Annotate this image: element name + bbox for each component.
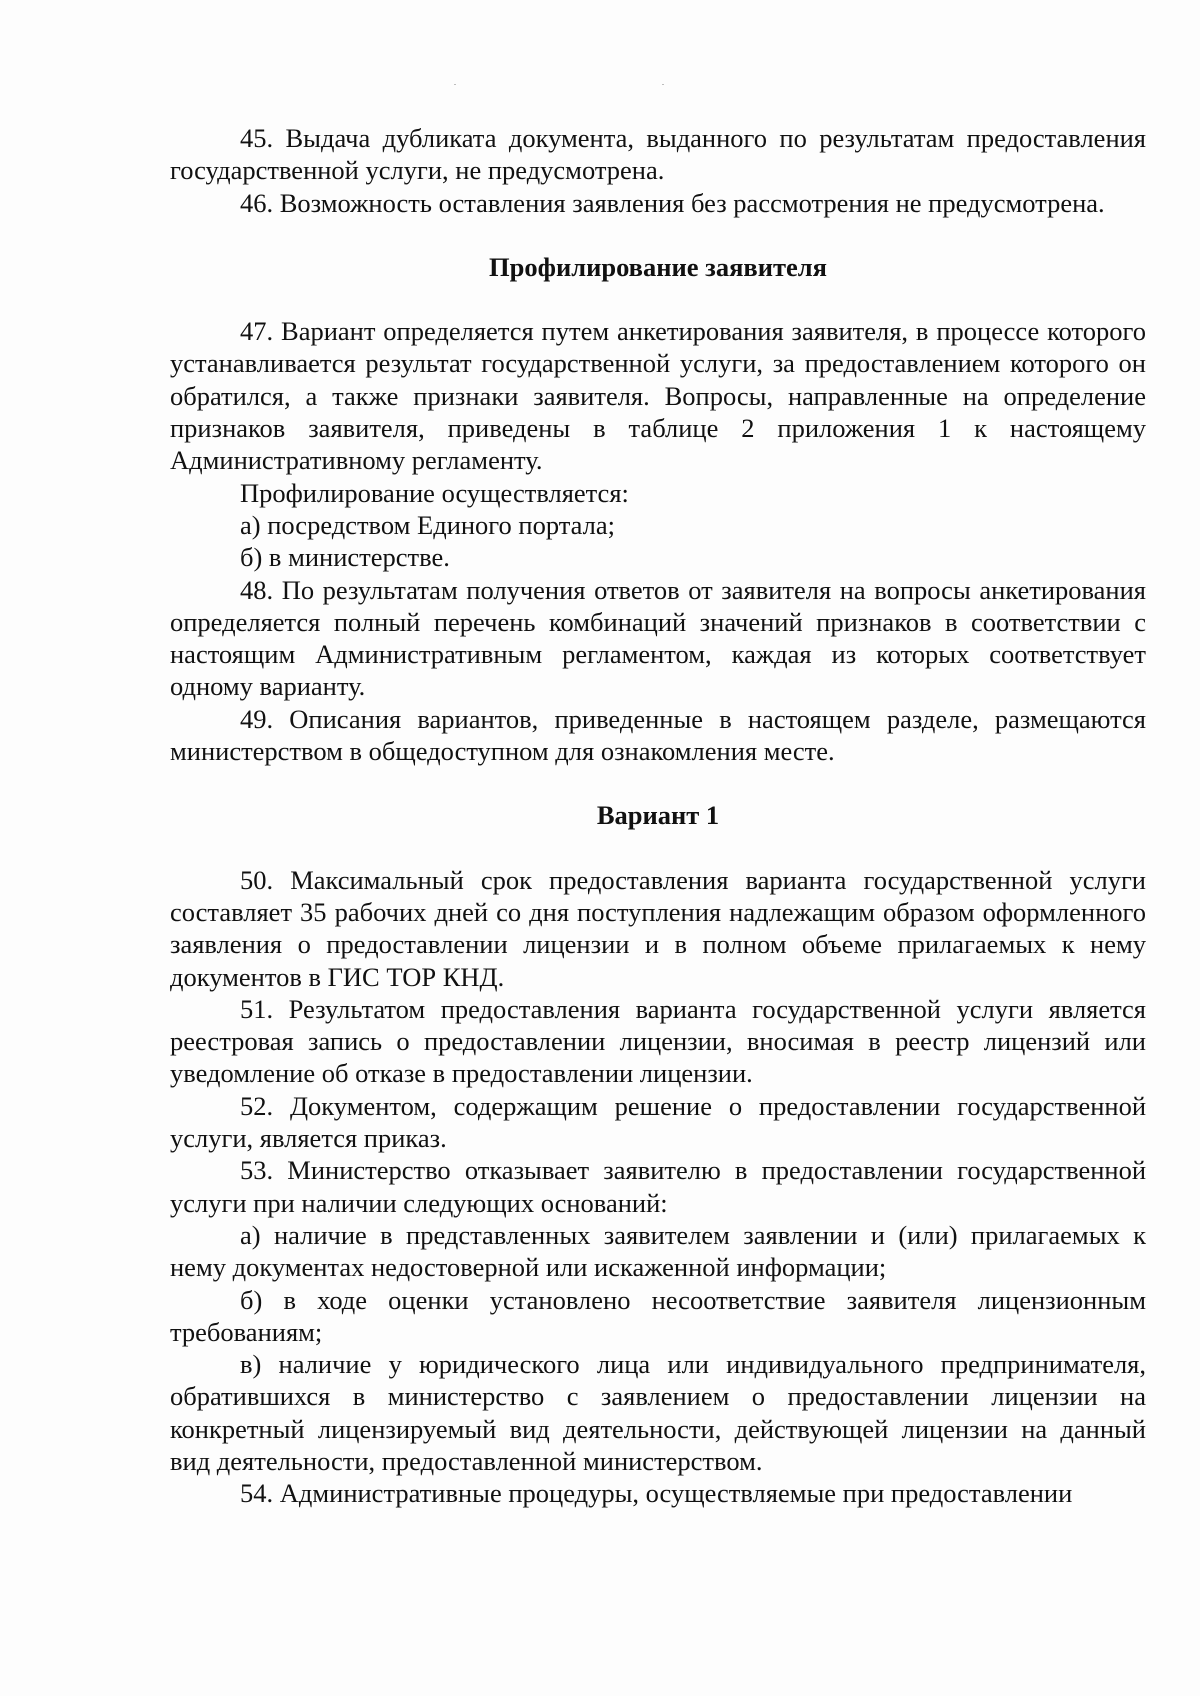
scan-artifact [454,84,456,85]
paragraph-54: 54. Административные процедуры, осуществляемые при предоставлении [240,1478,1073,1509]
document-body [170,122,1146,1510]
section-heading-variant-1: Вариант 1 [596,800,720,831]
paragraph-50: 50. Максимальный срок предоставления варианта государственной услуги составляет 35 рабочих дней со дня поступления надлежащим образом оформленного заявления о предоставлении лицензии и в полном объеме прилагаемых к нему документов в ГИС ТОР КНД. [170,864,1146,992]
paragraph-45: 45. Выдача дубликата документа, выданного по результатам предоставления государственной услуги, не предусмотрена. [170,123,1146,186]
refusal-ground-b: б) в ходе оценки установлено несоответствие заявителя лицензионным требованиям; [170,1284,1146,1347]
paragraph-52: 52. Документом, содержащим решение о предоставлении государственной услуги, является приказ. [170,1090,1146,1154]
scan-artifact [662,84,664,85]
paragraph-51: 51. Результатом предоставления варианта государственной услуги является реестровая запись о предоставлении лицензии, вносимая в реестр лицензий или уведомление об отказе в предоставлении лицензии. [170,993,1146,1089]
section-heading-profiling: Профилирование заявителя [489,251,827,282]
refusal-ground-a: а) наличие в представленных заявителем заявлении и (или) прилагаемых к нему документах недостоверной или искаженной информации; [170,1219,1146,1283]
paragraph-53: 53. Министерство отказывает заявителю в предоставлении государственной услуги при наличии следующих оснований: [170,1155,1146,1218]
paragraph-49: 49. Описания вариантов, приведенные в настоящем разделе, размещаются министерством в общедоступном для ознакомления месте. [170,703,1146,767]
paragraph-47: 47. Вариант определяется путем анкетирования заявителя, в процессе которого устанавливается результат государственной услуги, за предоставлением которого он обратился, а также признаки заявителя. Вопросы, направленные на определение признаков заявителя, приведены в таблице 2 приложения 1 к настоящему Административному регламенту. [170,316,1146,476]
refusal-ground-c: в) наличие у юридического лица или индивидуального предпринимателя, обратившихся в министерство с заявлением о предоставлении лицензии на конкретный лицензируемый вид деятельности, действующей лицензии на данный вид деятельности, предоставленной министерством. [170,1349,1146,1476]
paragraph-profiling-intro: Профилирование осуществляется: [240,477,629,508]
paragraph-46: 46. Возможность оставления заявления без рассмотрения не предусмотрена. [240,187,1105,218]
list-item-b: б) в министерстве. [240,542,450,573]
paragraph-48: 48. По результатам получения ответов от заявителя на вопросы анкетирования определяется полный перечень комбинаций значений признаков в соответствии с настоящим Административным регламентом, каждая из которых соответствует одному варианту. [170,574,1146,702]
list-item-a: а) посредством Единого портала; [240,509,615,540]
